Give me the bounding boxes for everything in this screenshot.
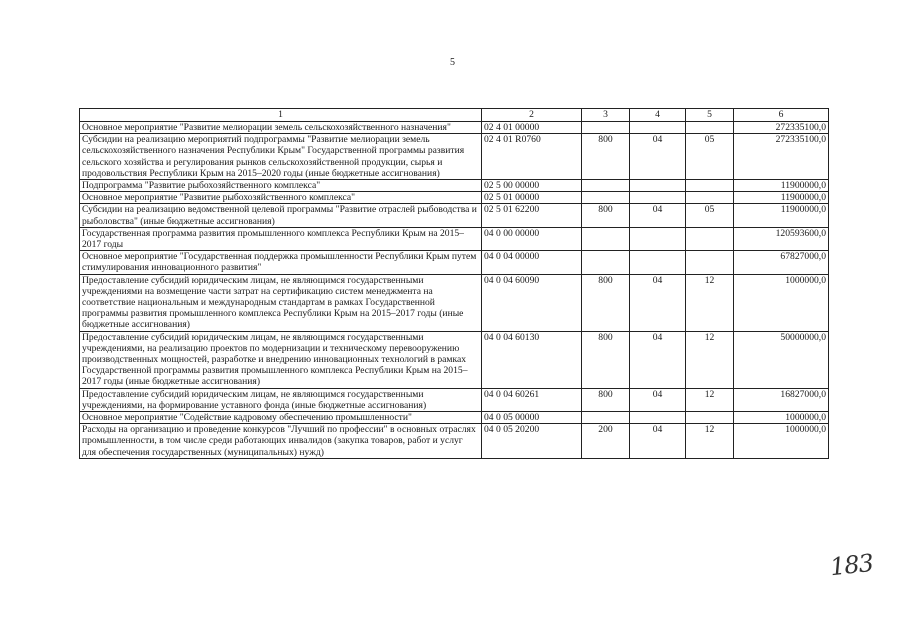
table-row bbox=[80, 412, 829, 424]
row-rz bbox=[630, 251, 686, 274]
row-name: Основное мероприятие "Государственная поддержка промышленности Республики Крым путем стимулирования инновационного развития" bbox=[80, 251, 482, 274]
row-vr bbox=[582, 122, 630, 134]
row-amount: 272335100,0 bbox=[734, 134, 829, 180]
row-vr: 800 bbox=[582, 134, 630, 180]
table-row bbox=[80, 122, 829, 134]
row-code: 04 0 05 00000 bbox=[482, 412, 582, 424]
row-vr: 200 bbox=[582, 424, 630, 459]
row-code: 02 5 01 00000 bbox=[482, 192, 582, 204]
table-row bbox=[80, 180, 829, 192]
table-row bbox=[80, 424, 829, 459]
row-rz bbox=[630, 180, 686, 192]
row-amount: 67827000,0 bbox=[734, 251, 829, 274]
row-vr bbox=[582, 412, 630, 424]
row-name: Основное мероприятие "Развитие мелиорации земель сельскохозяйственного назначения" bbox=[80, 122, 482, 134]
row-pr bbox=[686, 227, 734, 250]
header-col-3: 3 bbox=[582, 109, 630, 122]
row-rz: 04 bbox=[630, 424, 686, 459]
row-name: Субсидии на реализацию мероприятий подпрограммы "Развитие мелиорации земель сельскохозяйственного назначения Республики Крым" Государственной программы развития сельского хозяйства и регулирования рынков сельскохозяйственной продукции, сырья и продовольствия Республики Крым на 2015–2020 годы (иные бюджетные ассигнования) bbox=[80, 134, 482, 180]
table-row bbox=[80, 388, 829, 411]
row-code: 02 4 01 00000 bbox=[482, 122, 582, 134]
row-name: Подпрограмма "Развитие рыбохозяйственного комплекса" bbox=[80, 180, 482, 192]
row-pr bbox=[686, 192, 734, 204]
row-vr bbox=[582, 227, 630, 250]
row-code: 02 5 01 62200 bbox=[482, 204, 582, 227]
row-pr: 12 bbox=[686, 388, 734, 411]
row-amount: 11900000,0 bbox=[734, 204, 829, 227]
row-amount: 16827000,0 bbox=[734, 388, 829, 411]
row-name: Государственная программа развития промышленного комплекса Республики Крым на 2015–2017 годы bbox=[80, 227, 482, 250]
row-amount: 1000000,0 bbox=[734, 412, 829, 424]
table-row bbox=[80, 204, 829, 227]
row-vr: 800 bbox=[582, 204, 630, 227]
row-code: 04 0 04 60130 bbox=[482, 331, 582, 388]
row-rz: 04 bbox=[630, 331, 686, 388]
header-col-2: 2 bbox=[482, 109, 582, 122]
row-amount: 272335100,0 bbox=[734, 122, 829, 134]
row-name: Предоставление субсидий юридическим лицам, не являющимся государственными учреждениями на возмещение части затрат на сертификацию систем менеджмента на соответствие национальным и международным стандартам в рамках Государственной программы развития промышленного комплекса Республики Крым на 2015–2017 годы (иные бюджетные ассигнования) bbox=[80, 274, 482, 331]
row-vr bbox=[582, 180, 630, 192]
row-pr: 12 bbox=[686, 274, 734, 331]
row-amount: 11900000,0 bbox=[734, 180, 829, 192]
row-vr bbox=[582, 192, 630, 204]
header-col-6: 6 bbox=[734, 109, 829, 122]
table-row bbox=[80, 134, 829, 180]
table-row bbox=[80, 227, 829, 250]
row-code: 04 0 04 60090 bbox=[482, 274, 582, 331]
row-rz bbox=[630, 412, 686, 424]
row-pr bbox=[686, 251, 734, 274]
header-col-5: 5 bbox=[686, 109, 734, 122]
row-code: 04 0 05 20200 bbox=[482, 424, 582, 459]
table-row bbox=[80, 251, 829, 274]
row-rz bbox=[630, 122, 686, 134]
table-header-row bbox=[80, 109, 829, 122]
row-pr bbox=[686, 412, 734, 424]
row-name: Расходы на организацию и проведение конкурсов "Лучший по профессии" в основных отраслях промышленности, в том числе среди работающих инвалидов (закупка товаров, работ и услуг для обеспечения государственных (муниципальных) нужд) bbox=[80, 424, 482, 459]
row-rz: 04 bbox=[630, 134, 686, 180]
row-pr: 05 bbox=[686, 204, 734, 227]
row-amount: 120593600,0 bbox=[734, 227, 829, 250]
row-name: Субсидии на реализацию ведомственной целевой программы "Развитие отраслей рыбоводства и рыболовства" (иные бюджетные ассигнования) bbox=[80, 204, 482, 227]
header-col-1: 1 bbox=[80, 109, 482, 122]
row-name: Основное мероприятие "Развитие рыбохозяйственного комплекса" bbox=[80, 192, 482, 204]
row-rz: 04 bbox=[630, 274, 686, 331]
table-row bbox=[80, 331, 829, 388]
row-code: 04 0 04 00000 bbox=[482, 251, 582, 274]
row-vr: 800 bbox=[582, 274, 630, 331]
row-rz: 04 bbox=[630, 204, 686, 227]
row-pr: 05 bbox=[686, 134, 734, 180]
header-col-4: 4 bbox=[630, 109, 686, 122]
row-code: 02 5 00 00000 bbox=[482, 180, 582, 192]
row-code: 02 4 01 R0760 bbox=[482, 134, 582, 180]
row-vr: 800 bbox=[582, 388, 630, 411]
row-vr bbox=[582, 251, 630, 274]
row-pr: 12 bbox=[686, 424, 734, 459]
table-row bbox=[80, 274, 829, 331]
row-code: 04 0 04 60261 bbox=[482, 388, 582, 411]
row-pr bbox=[686, 180, 734, 192]
table-row bbox=[80, 192, 829, 204]
budget-table bbox=[79, 108, 829, 459]
row-vr: 800 bbox=[582, 331, 630, 388]
row-rz bbox=[630, 227, 686, 250]
row-amount: 50000000,0 bbox=[734, 331, 829, 388]
row-amount: 11900000,0 bbox=[734, 192, 829, 204]
row-pr bbox=[686, 122, 734, 134]
page-number: 5 bbox=[450, 57, 455, 68]
row-name: Основное мероприятие "Содействие кадровому обеспечению промышленности" bbox=[80, 412, 482, 424]
row-name: Предоставление субсидий юридическим лицам, не являющимся государственными учреждениями, на формирование уставного фонда (иные бюджетные ассигнования) bbox=[80, 388, 482, 411]
row-code: 04 0 00 00000 bbox=[482, 227, 582, 250]
row-rz bbox=[630, 192, 686, 204]
handwritten-page-mark: 183 bbox=[828, 548, 875, 582]
row-name: Предоставление субсидий юридическим лицам, не являющимся государственными учреждениями, на реализацию проектов по модернизации и техническому перевооружению производственных мощностей, разработке и внедрению инновационных технологий в рамках Государственной программы развития промышленного комплекса Республики Крым на 2015–2017 годы (иные бюджетные ассигнования) bbox=[80, 331, 482, 388]
row-pr: 12 bbox=[686, 331, 734, 388]
row-amount: 1000000,0 bbox=[734, 274, 829, 331]
row-rz: 04 bbox=[630, 388, 686, 411]
row-amount: 1000000,0 bbox=[734, 424, 829, 459]
